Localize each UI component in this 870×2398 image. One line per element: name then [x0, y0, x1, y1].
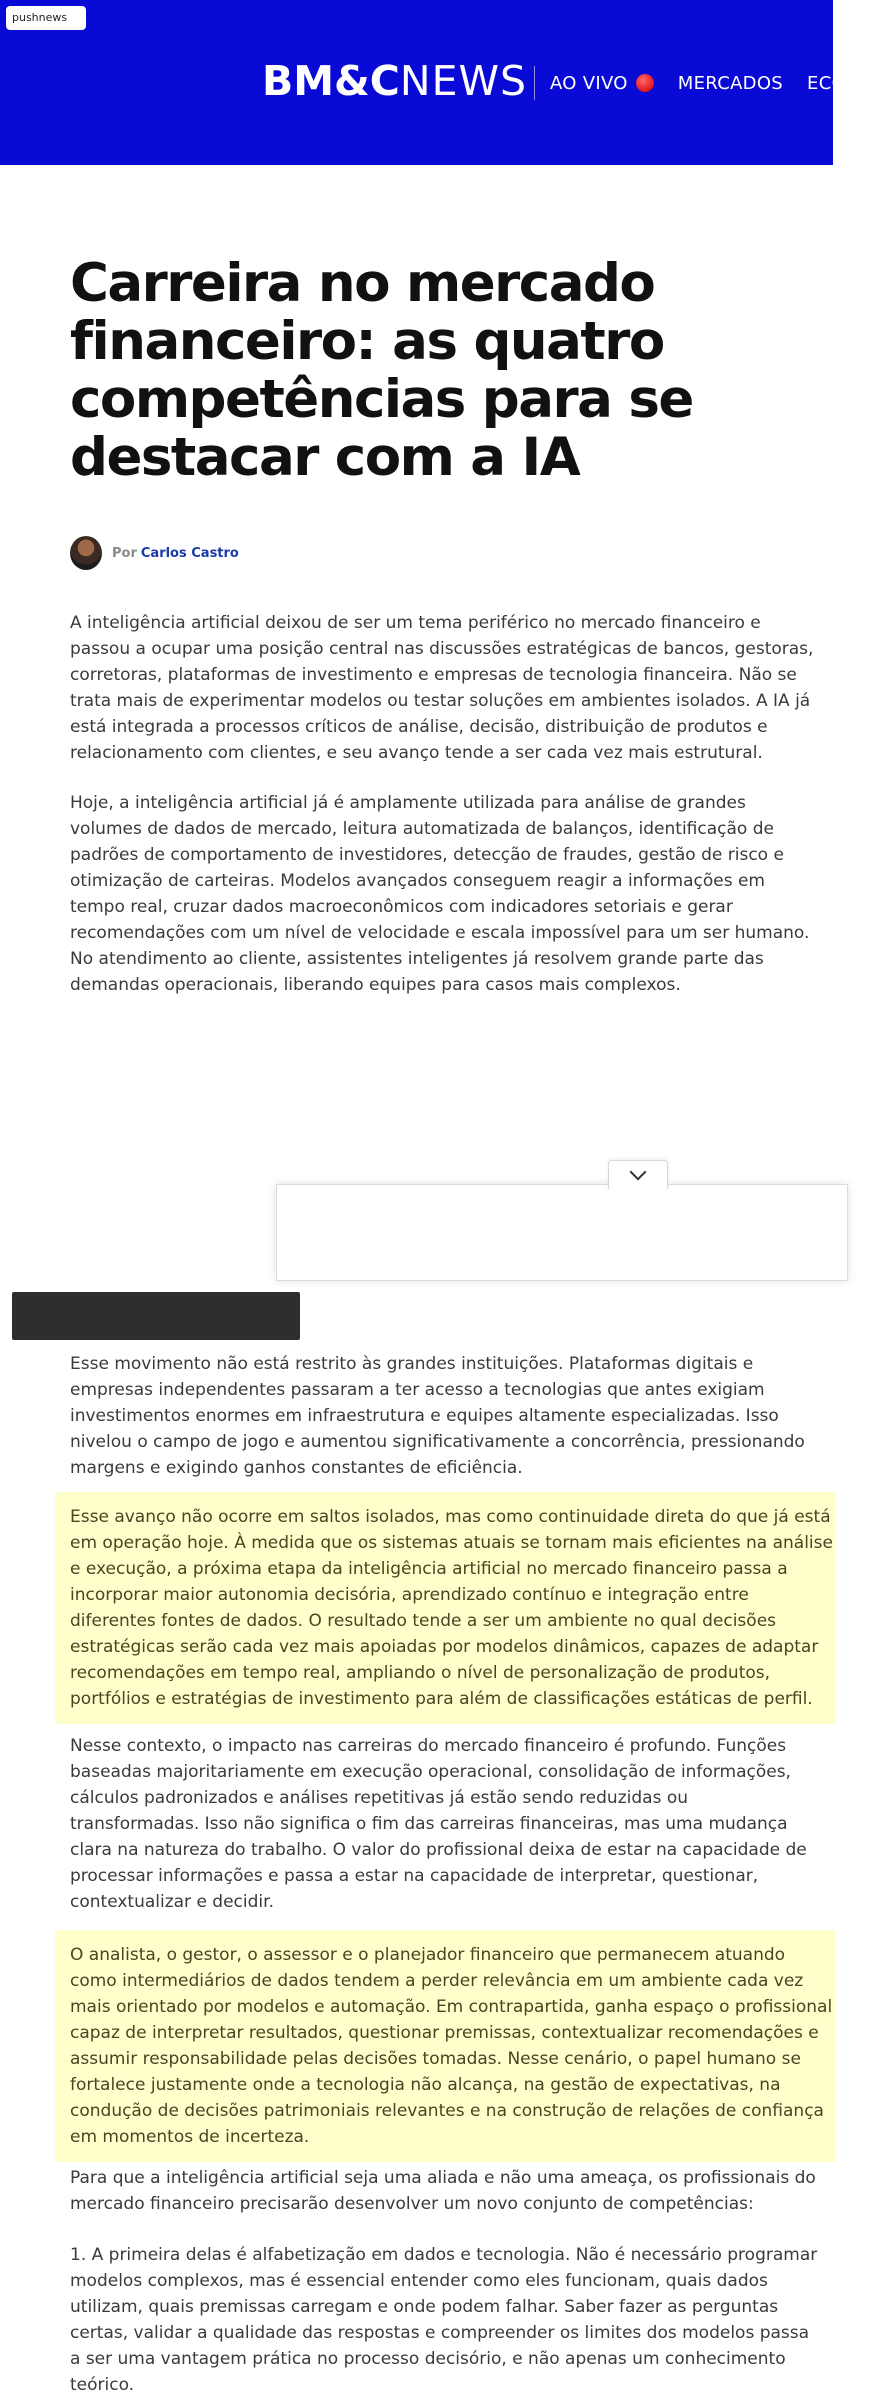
ad-collapse-toggle[interactable]	[608, 1160, 668, 1189]
site-logo[interactable]	[262, 56, 527, 106]
chevron-down-icon	[630, 1164, 647, 1181]
push-badge-label: pushnews	[12, 11, 68, 24]
logo-light-part: NEWS	[399, 57, 528, 105]
nav-item-label: MERCADOS	[677, 72, 784, 94]
ad-slot[interactable]	[276, 1184, 848, 1281]
highlighted-paragraph: Esse avanço não ocorre em saltos isolados, mas como continuidade direta do que já está em operação hoje. À medida que os sistemas atuais se tornam mais eficientes na análise e execução, a próxima etapa da inteligência artificial no mercado financeiro passa a incorporar maior autonomia decisória, aprendizado contínuo e integração entre diferentes fontes de dados. O resultado tende a ser um ambiente no qual decisões estratégicas serão cada vez mais apoiadas por modelos dinâmicos, capazes de adaptar recomendações em tempo real, ampliando o nível de personalização de produtos, portfólios e estratégias de investimento para além de classificações estáticas de perfil.	[55, 1492, 835, 1724]
nav-item-mercados[interactable]	[678, 73, 783, 94]
article-paragraph: Para que a inteligência artificial seja uma aliada e não uma ameaça, os profissionais do mercado financeiro precisarão desenvolver um novo conjunto de competências:	[70, 2168, 816, 2214]
highlighted-paragraph: O analista, o gestor, o assessor e o planejador financeiro que permanecem atuando como intermediários de dados tendem a perder relevância em um ambiente cada vez mais orientado por modelos e automação. Em contrapartida, ganha espaço o profissional capaz de interpretar resultados, questionar premissas, contextualizar recomendações e assumir responsabilidade pelas decisões tomadas. Nesse cenário, o papel humano se fortalece justamente onde a tecnologia não alcança, na gestão de expectativas, na condução de decisões patrimoniais relevantes e na construção de relações de confiança em momentos de incerteza.	[55, 1930, 835, 2162]
article-byline	[70, 535, 239, 571]
article-paragraph: A inteligência artificial deixou de ser um tema periférico no mercado financeiro e passou a ocupar uma posição central nas discussões estratégicas de bancos, gestoras, corretoras, plataformas de investimento e empresas de tecnologia financeira. Não se trata mais de experimentar modelos ou testar soluções em ambientes isolados. A IA já está integrada a processos críticos de análise, decisão, distribuição de produtos e relacionamento com clientes, e seu avanço tende a ser cada vez mais estrutural.	[70, 613, 814, 763]
nav-item-economia[interactable]	[807, 73, 846, 94]
nav-item-ao-vivo[interactable]	[550, 73, 654, 94]
article-paragraph: 1. A primeira delas é alfabetização em dados e tecnologia. Não é necessário programar modelos complexos, mas é essencial entender como eles funcionam, quais dados utilizam, quais premissas carregam e onde podem falhar. Saber fazer as perguntas certas, validar a qualidade das respostas e compreender os limites dos modelos passa a ser uma vantagem prática no processo decisório, e não apenas um conhecimento teórico.	[70, 2245, 818, 2395]
nav-item-label: AO VIVO	[550, 72, 628, 94]
nav-divider	[534, 66, 535, 100]
author-name-link[interactable]: Carlos Castro	[140, 545, 239, 561]
article-paragraph: Hoje, a inteligência artificial já é amplamente utilizada para análise de grandes volumes de dados de mercado, leitura automatizada de balanços, identificação de padrões de comportamento de investidores, detecção de fraudes, gestão de risco e otimização de carteiras. Modelos avançados conseguem reagir a informações em tempo real, cruzar dados macroeconômicos com indicadores setoriais e gerar recomendações com um nível de velocidade e escala impossível para um ser humano. No atendimento ao cliente, assistentes inteligentes já resolvem grande parte das demandas operacionais, liberando equipes para casos mais complexos.	[70, 793, 810, 995]
author-avatar[interactable]	[70, 536, 102, 570]
article-paragraph: Nesse contexto, o impacto nas carreiras do mercado financeiro é profundo. Funções baseadas majoritariamente em execução operacional, consolidação de informações, cálculos padronizados e análises repetitivas já estão sendo reduzidas ou transformadas. Isso não significa o fim das carreiras financeiras, mas uma mudança clara na natureza do trabalho. O valor do profissional deixa de estar na capacidade de processar informações e passa a estar na capacidade de interpretar, questionar, contextualizar e decidir.	[70, 1736, 807, 1912]
article-paragraph: Esse movimento não está restrito às grandes instituições. Plataformas digitais e empresas independentes passaram a ter acesso a tecnologias que antes exigiam investimentos enormes em infraestrutura e equipes altamente especializadas. Isso nivelou o campo de jogo e aumentou significativamente a concorrência, pressionando margens e exigindo ganhos constantes de eficiência.	[70, 1354, 805, 1478]
article-title: Carreira no mercado financeiro: as quatro competências para se destacar com a IA	[70, 253, 693, 488]
logo-bold-part: BM&C	[262, 57, 400, 105]
dark-banner[interactable]	[12, 1292, 300, 1340]
push-notification-badge[interactable]	[6, 6, 86, 30]
live-dot-icon	[636, 74, 654, 92]
nav-item-label: ECO	[807, 72, 847, 94]
site-header	[0, 0, 847, 165]
main-nav	[550, 68, 870, 98]
author-prefix: Por	[112, 545, 137, 561]
